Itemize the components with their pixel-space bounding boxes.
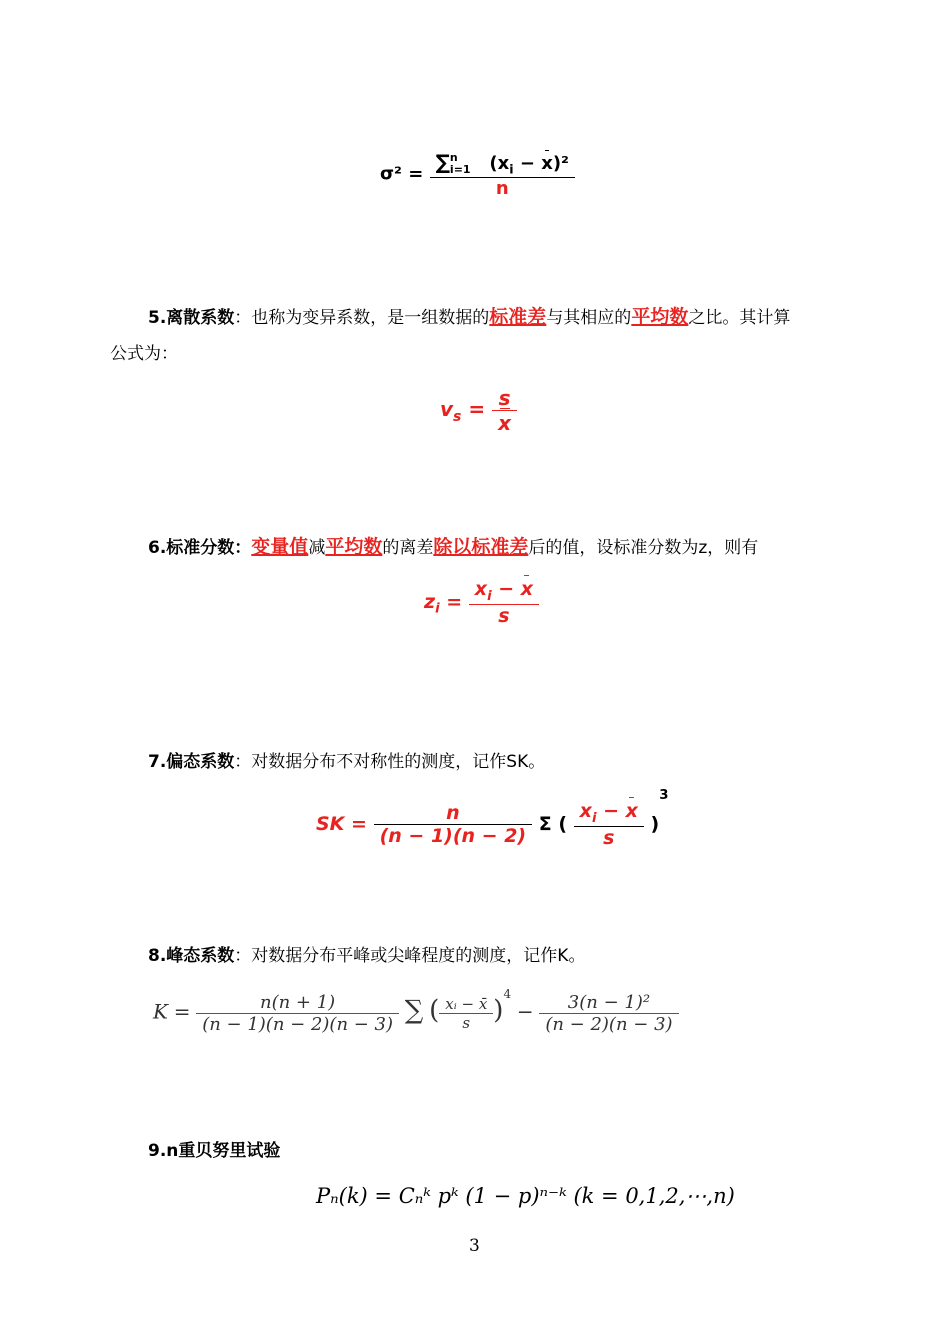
section6-text-b: 的离差	[382, 538, 434, 558]
section9-paragraph	[148, 1138, 280, 1164]
section6-highlight-mean: 平均数	[325, 536, 383, 558]
variance-xbar: x	[541, 153, 553, 174]
sk-lhs: SK	[316, 812, 345, 835]
sk-inner-numerator	[574, 800, 644, 826]
sk-open: (	[558, 812, 568, 835]
sk-numerator: n	[446, 801, 460, 824]
variance-eq: =	[408, 163, 424, 185]
section6-paragraph	[148, 534, 758, 561]
z-num-xbar: x	[520, 578, 534, 600]
cv-lhs: v	[440, 397, 454, 421]
section5-text-a: 也称为变异系数，是一组数据的	[251, 308, 490, 328]
sk-inner-x: x	[579, 800, 592, 822]
k-sum: ∑	[404, 995, 424, 1026]
section5-line2: 公式为：	[110, 344, 178, 364]
section7-text: 对数据分布不对称性的测度，记作SK。	[251, 752, 546, 772]
cv-eq: =	[468, 397, 486, 421]
formula-sk	[316, 787, 669, 849]
z-numerator	[469, 578, 539, 604]
k-fraction2	[539, 992, 678, 1035]
k-fraction1	[196, 992, 399, 1035]
section8-colon: ：	[234, 946, 252, 966]
section7-paragraph	[148, 749, 545, 775]
cv-denominator: x	[492, 411, 517, 435]
k-inner-den: s	[462, 1014, 471, 1032]
sk-inner-denominator: s	[603, 826, 615, 849]
section5-colon: ：	[234, 308, 252, 328]
z-fraction	[469, 578, 539, 627]
cv-fraction	[492, 386, 517, 435]
formula-kurtosis: K = $\frac{n(n + 1)}{(n - 1)(n - 2)(n - 3)}$ ∑ ( $\frac{\text{xᵢ − x̄}}{s}$ )$^4$ − $\frac{\text{3(n − 1)²}}{(n - 2)(n - 3)}$	[153, 992, 679, 1035]
section9-title: 9.n重贝努里试验	[148, 1141, 281, 1161]
variance-term-mid: −	[513, 153, 542, 174]
section6-highlight-divide: 除以标准差	[433, 536, 529, 558]
variance-sum-bottom: i=1	[449, 163, 471, 176]
section5-highlight-std: 标准差	[489, 306, 547, 328]
variance-numerator	[430, 150, 575, 177]
k-minus: −	[516, 999, 534, 1024]
sk-inner-sub: i	[591, 810, 597, 826]
z-num-x: x	[474, 578, 488, 600]
k-den2: (n − 2)(n − 3)	[545, 1014, 673, 1035]
k-lhs: K	[153, 999, 168, 1024]
variance-sum-top: n	[449, 151, 458, 164]
formula-cv	[440, 386, 517, 435]
z-lhs: z	[424, 590, 436, 613]
variance-denominator: n	[495, 177, 509, 199]
formula-z	[424, 578, 539, 627]
formula-variance	[380, 150, 575, 199]
sk-fraction	[374, 802, 533, 847]
section6-text-a: 减	[308, 538, 326, 558]
sk-sigma: Σ	[538, 812, 552, 835]
section5-title: 5.离散系数	[148, 308, 235, 328]
section8-text: 对数据分布平峰或尖峰程度的测度，记作K。	[251, 946, 586, 966]
z-lhs-sub: i	[435, 601, 440, 617]
k-num2: 3(n − 1)²	[567, 992, 651, 1013]
k-eq: =	[173, 999, 191, 1024]
k-inner-fraction	[439, 995, 493, 1032]
sk-denominator: (n − 1)(n − 2)	[379, 824, 527, 847]
formula-binomial: Pₙ(k) = Cₙᵏ pᵏ (1 − p)ⁿ⁻ᵏ (k = 0,1,2,⋯,n)	[316, 1184, 735, 1208]
z-num-minus: −	[491, 578, 521, 600]
variance-term-sub: i	[509, 161, 514, 177]
z-denominator: s	[498, 604, 510, 627]
variance-lhs: σ²	[380, 163, 402, 185]
variance-sum-symbol: ∑	[435, 150, 450, 174]
sk-power: 3	[659, 787, 669, 803]
k-inner-num: xᵢ − x̄	[445, 995, 488, 1013]
section5-highlight-mean: 平均数	[631, 306, 689, 328]
k-power: 4	[503, 986, 512, 1001]
section7-colon: ：	[234, 752, 252, 772]
z-eq: =	[446, 590, 463, 613]
section6-highlight-variable: 变量值	[251, 536, 309, 558]
sk-inner-xbar: x	[625, 800, 638, 822]
section5-paragraph	[148, 304, 790, 331]
k-num1: n(n + 1)	[260, 992, 336, 1013]
sk-eq: =	[351, 812, 367, 835]
variance-term-end: )²	[552, 153, 569, 174]
cv-lhs-sub: s	[453, 409, 462, 425]
page-number: 3	[469, 1236, 480, 1256]
sk-close: )	[650, 812, 660, 835]
sk-inner-fraction	[574, 800, 644, 849]
section6-text-c: 后的值，设标准分数为z，则有	[528, 538, 759, 558]
section5-text-c: 之比。其计算	[688, 308, 791, 328]
section8-title: 8.峰态系数	[148, 946, 235, 966]
section8-paragraph	[148, 943, 585, 969]
k-den1: (n − 1)(n − 2)(n − 3)	[202, 1014, 394, 1035]
section6-title: 6.标准分数：	[148, 538, 252, 558]
variance-term: (x	[489, 153, 510, 174]
section5-text-b: 与其相应的	[546, 308, 632, 328]
sk-inner-minus: −	[596, 800, 626, 822]
cv-numerator: s	[498, 386, 511, 410]
section7-title: 7.偏态系数	[148, 752, 235, 772]
z-num-sub: i	[487, 588, 492, 604]
variance-fraction	[430, 150, 575, 199]
